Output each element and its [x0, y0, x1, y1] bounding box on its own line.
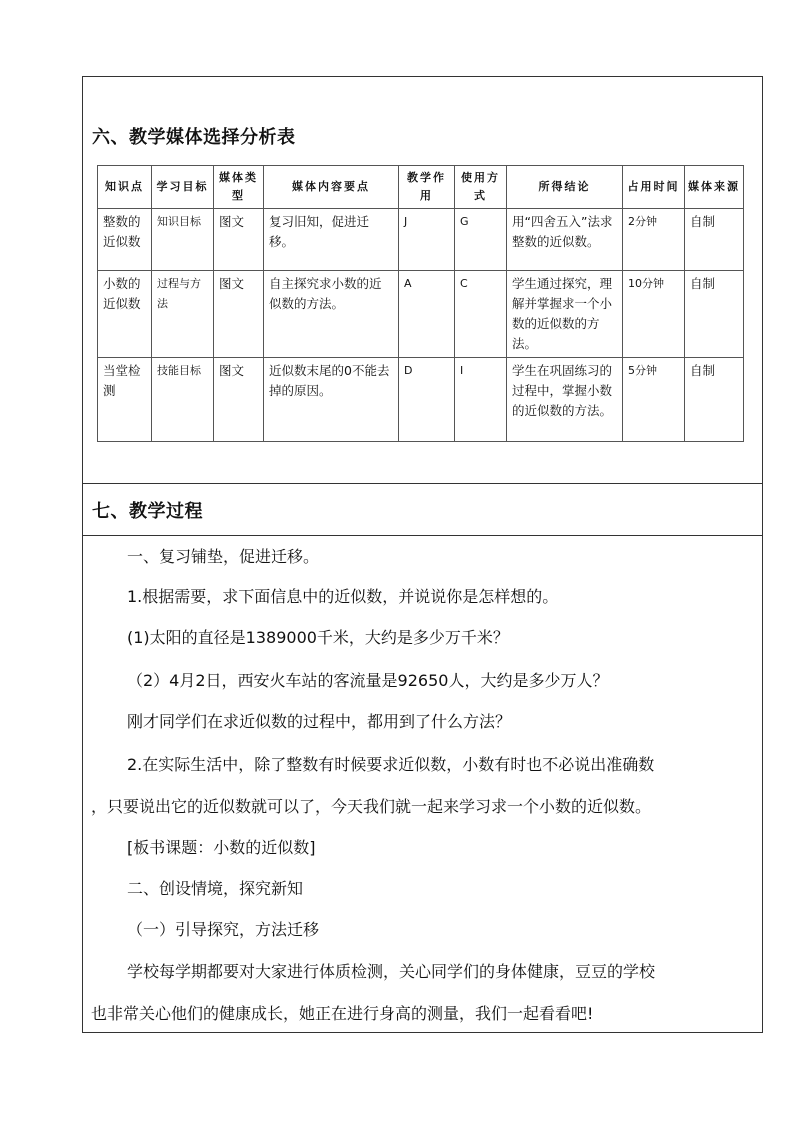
header-cell: 媒体来源: [685, 166, 744, 209]
table-cell: I: [455, 358, 507, 442]
paragraph: 也非常关心他们的健康成长，她正在进行身高的测量，我们一起看看吧!: [91, 1004, 594, 1023]
paragraph: 学校每学期都要对大家进行体质检测，关心同学们的身体健康，豆豆的学校: [127, 962, 656, 981]
header-cell: 学习目标: [152, 166, 214, 209]
table-cell: 当堂检测: [98, 358, 152, 442]
section-divider: [83, 483, 762, 484]
paragraph: （2）4月2日，西安火车站的客流量是92650人，大约是多少万人？: [127, 671, 609, 690]
paragraph: 二、创设情境，探究新知: [127, 879, 304, 898]
section-6-title: 六、教学媒体选择分析表: [92, 127, 296, 148]
table-cell: 技能目标: [152, 358, 214, 442]
table-cell: 过程与方法: [152, 271, 214, 358]
header-cell: 知识点: [98, 166, 152, 209]
paragraph: [板书课题：小数的近似数]: [127, 838, 316, 857]
table-cell: A: [399, 271, 455, 358]
table-cell: 自制: [685, 358, 744, 442]
paragraph: 2.在实际生活中，除了整数有时候要求近似数，小数有时也不必说出准确数: [127, 755, 655, 774]
section-7-title: 七、教学过程: [92, 501, 203, 522]
table-cell: 2分钟: [623, 209, 685, 271]
header-cell: 媒体内容要点: [264, 166, 399, 209]
table-cell: 自主探究求小数的近似数的方法。: [264, 271, 399, 358]
table-header-row: [98, 166, 744, 209]
table-cell: 小数的近似数: [98, 271, 152, 358]
table-cell: 图文: [214, 271, 264, 358]
paragraph: 刚才同学们在求近似数的过程中，都用到了什么方法？: [127, 712, 512, 731]
media-analysis-table: [97, 165, 744, 442]
header-cell: 使用方式: [455, 166, 507, 209]
table-row: [98, 358, 744, 442]
table-cell: 5分钟: [623, 358, 685, 442]
table-cell: 用“四舍五入”法求整数的近似数。: [507, 209, 623, 271]
table-cell: 复习旧知，促进迁移。: [264, 209, 399, 271]
document-frame: [82, 76, 763, 1033]
table-row: [98, 209, 744, 271]
paragraph: 一、复习铺垫，促进迁移。: [127, 547, 320, 566]
paragraph: ，只要说出它的近似数就可以了，今天我们就一起来学习求一个小数的近似数。: [91, 797, 652, 816]
header-cell: 教学作用: [399, 166, 455, 209]
header-cell: 占用时间: [623, 166, 685, 209]
table-cell: 学生在巩固练习的过程中，掌握小数的近似数的方法。: [507, 358, 623, 442]
header-cell: 媒体类型: [214, 166, 264, 209]
table-cell: D: [399, 358, 455, 442]
paragraph: 1.根据需要，求下面信息中的近似数，并说说你是怎样想的。: [127, 587, 559, 606]
table-cell: J: [399, 209, 455, 271]
header-cell: 所得结论: [507, 166, 623, 209]
table-cell: 图文: [214, 358, 264, 442]
table-cell: 自制: [685, 271, 744, 358]
table-cell: C: [455, 271, 507, 358]
table-cell: 知识目标: [152, 209, 214, 271]
table-cell: G: [455, 209, 507, 271]
table-cell: 近似数末尾的0不能去掉的原因。: [264, 358, 399, 442]
table-row: [98, 271, 744, 358]
table-cell: 整数的近似数: [98, 209, 152, 271]
table-cell: 10分钟: [623, 271, 685, 358]
table-cell: 学生通过探究，理解并掌握求一个小数的近似数的方法。: [507, 271, 623, 358]
paragraph: (1)太阳的直径是1389000千米，大约是多少万千米？: [127, 628, 509, 647]
paragraph: （一）引导探究，方法迁移: [127, 920, 320, 939]
table-cell: 图文: [214, 209, 264, 271]
table-cell: 自制: [685, 209, 744, 271]
section-divider: [83, 535, 762, 536]
